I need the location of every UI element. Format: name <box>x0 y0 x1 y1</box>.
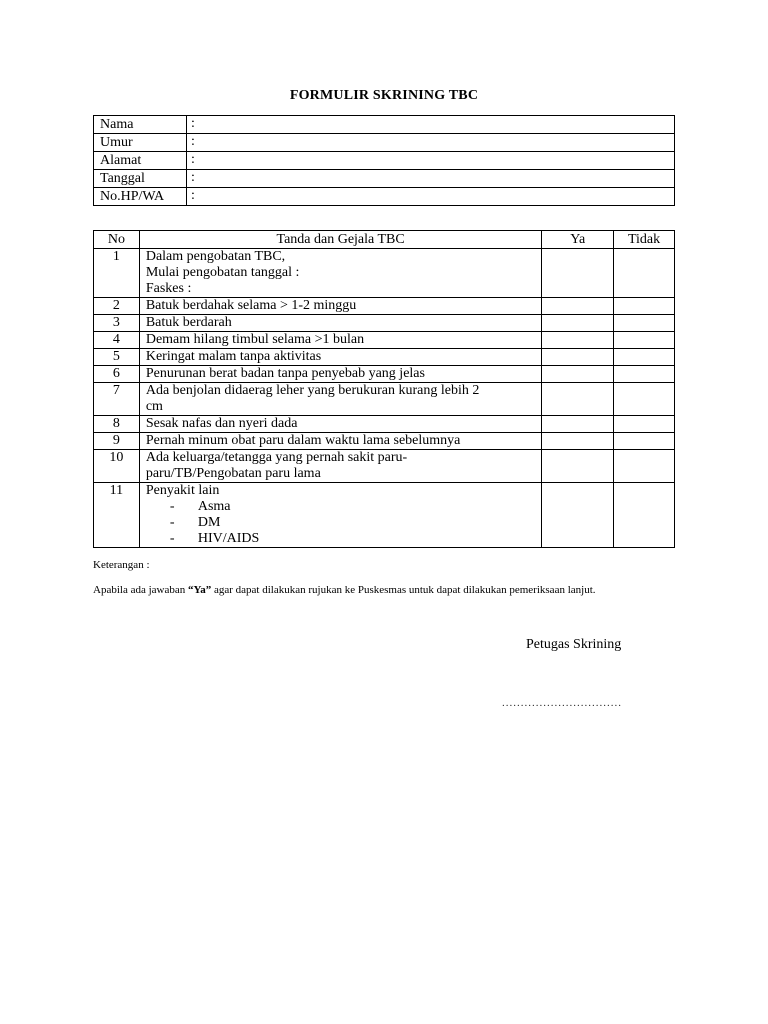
sub-item <box>146 499 542 515</box>
symptom-text-line: Demam hilang timbul selama >1 bulan <box>145 332 365 347</box>
note-text-bold: “Ya” <box>187 584 212 596</box>
symptom-number: 6 <box>94 366 140 383</box>
header-no: No <box>94 231 140 249</box>
header-symptoms: Tanda dan Gejala TBC <box>139 231 542 249</box>
symptom-number: 3 <box>94 315 140 332</box>
note-label: Keterangan : <box>93 559 150 571</box>
officer-label: Petugas Skrining <box>526 637 622 652</box>
identity-label: Umur <box>94 134 187 152</box>
symptom-text-line: Keringat malam tanpa aktivitas <box>145 349 322 364</box>
symptom-description <box>139 249 542 298</box>
symptom-row <box>94 349 675 366</box>
symptom-row <box>94 332 675 349</box>
answer-tidak-cell[interactable] <box>614 315 675 332</box>
symptom-text-line: cm <box>145 399 163 414</box>
symptom-text-line: Penurunan berat badan tanpa penyebab yang jelas <box>145 366 425 381</box>
header-tidak: Tidak <box>614 231 675 249</box>
identity-row <box>94 188 675 206</box>
symptom-description <box>139 298 542 315</box>
answer-ya-cell[interactable] <box>542 332 614 349</box>
answer-tidak-cell[interactable] <box>614 483 675 548</box>
symptom-text-line: Pernah minum obat paru dalam waktu lama sebelumnya <box>145 433 461 448</box>
symptom-row <box>94 383 675 416</box>
symptom-text-line: Sesak nafas dan nyeri dada <box>145 416 298 431</box>
symptom-row <box>94 483 675 548</box>
symptom-description <box>139 483 542 548</box>
identity-row <box>94 152 675 170</box>
answer-tidak-cell[interactable] <box>614 332 675 349</box>
sub-item-text: Asma <box>197 499 231 514</box>
answer-tidak-cell[interactable] <box>614 416 675 433</box>
symptom-text-line: Faskes : <box>145 281 192 296</box>
answer-ya-cell[interactable] <box>542 298 614 315</box>
symptom-row <box>94 416 675 433</box>
answer-tidak-cell[interactable] <box>614 366 675 383</box>
symptom-description <box>139 450 542 483</box>
symptom-number: 4 <box>94 332 140 349</box>
answer-tidak-cell[interactable] <box>614 349 675 366</box>
symptom-text-line: Batuk berdarah <box>145 315 232 330</box>
symptom-number: 9 <box>94 433 140 450</box>
identity-row <box>94 134 675 152</box>
symptoms-header-row <box>94 231 675 249</box>
symptom-description <box>139 416 542 433</box>
identity-label: Nama <box>94 116 187 134</box>
answer-tidak-cell[interactable] <box>614 383 675 416</box>
symptom-row <box>94 450 675 483</box>
symptom-row <box>94 315 675 332</box>
note-text-before: Apabila ada jawaban <box>93 584 188 596</box>
symptom-description <box>139 433 542 450</box>
sub-item <box>146 515 542 531</box>
note-text-after: agar dapat dilakukan rujukan ke Puskesmas untuk dapat dilakukan pemeriksaan lanjut. <box>211 584 596 596</box>
symptom-text-line: Dalam pengobatan TBC, <box>145 249 286 264</box>
sub-item-text: DM <box>197 515 221 530</box>
symptoms-table <box>93 230 675 548</box>
note-text <box>93 583 663 598</box>
symptom-text-line: Mulai pengobatan tanggal : <box>145 265 300 280</box>
identity-table <box>93 115 675 206</box>
answer-ya-cell[interactable] <box>542 483 614 548</box>
answer-tidak-cell[interactable] <box>614 298 675 315</box>
symptom-description <box>139 383 542 416</box>
symptom-number: 11 <box>94 483 140 548</box>
sub-item-text: HIV/AIDS <box>197 531 260 546</box>
symptom-text-line: Penyakit lain <box>145 483 220 498</box>
symptom-description <box>139 349 542 366</box>
symptom-number: 7 <box>94 383 140 416</box>
symptom-number: 2 <box>94 298 140 315</box>
identity-value-field[interactable]: : <box>187 116 675 134</box>
signature-line: ................................ <box>502 697 622 709</box>
symptom-description <box>139 366 542 383</box>
answer-ya-cell[interactable] <box>542 366 614 383</box>
sub-item-dash: - <box>169 531 175 546</box>
header-ya: Ya <box>542 231 614 249</box>
identity-label: Tanggal <box>94 170 187 188</box>
answer-ya-cell[interactable] <box>542 349 614 366</box>
symptom-number: 5 <box>94 349 140 366</box>
identity-value-field[interactable]: : <box>187 134 675 152</box>
symptom-text-line: Ada keluarga/tetangga yang pernah sakit paru- <box>145 450 408 465</box>
answer-ya-cell[interactable] <box>542 315 614 332</box>
answer-ya-cell[interactable] <box>542 433 614 450</box>
symptom-number: 1 <box>94 249 140 298</box>
answer-tidak-cell[interactable] <box>614 450 675 483</box>
answer-ya-cell[interactable] <box>542 249 614 298</box>
symptom-number: 8 <box>94 416 140 433</box>
form-title: FORMULIR SKRINING TBC <box>289 88 479 103</box>
identity-row <box>94 116 675 134</box>
identity-value-field[interactable]: : <box>187 188 675 206</box>
sub-item-dash: - <box>169 515 175 530</box>
symptom-text-line: paru/TB/Pengobatan paru lama <box>145 466 321 481</box>
answer-tidak-cell[interactable] <box>614 433 675 450</box>
symptom-row <box>94 366 675 383</box>
answer-tidak-cell[interactable] <box>614 249 675 298</box>
identity-label: Alamat <box>94 152 187 170</box>
identity-value-field[interactable]: : <box>187 152 675 170</box>
symptom-text-line: Batuk berdahak selama > 1-2 minggu <box>145 298 357 313</box>
symptom-row <box>94 433 675 450</box>
identity-label: No.HP/WA <box>94 188 187 206</box>
symptom-description <box>139 315 542 332</box>
symptom-text-line: Ada benjolan didaerag leher yang berukuran kurang lebih 2 <box>145 383 480 398</box>
symptom-number: 10 <box>94 450 140 483</box>
sub-item <box>146 531 542 547</box>
answer-ya-cell[interactable] <box>542 416 614 433</box>
sub-item-dash: - <box>169 499 175 514</box>
symptom-description <box>139 332 542 349</box>
symptom-row <box>94 249 675 298</box>
symptom-row <box>94 298 675 315</box>
answer-ya-cell[interactable] <box>542 383 614 416</box>
identity-value-field[interactable]: : <box>187 170 675 188</box>
identity-row <box>94 170 675 188</box>
answer-ya-cell[interactable] <box>542 450 614 483</box>
